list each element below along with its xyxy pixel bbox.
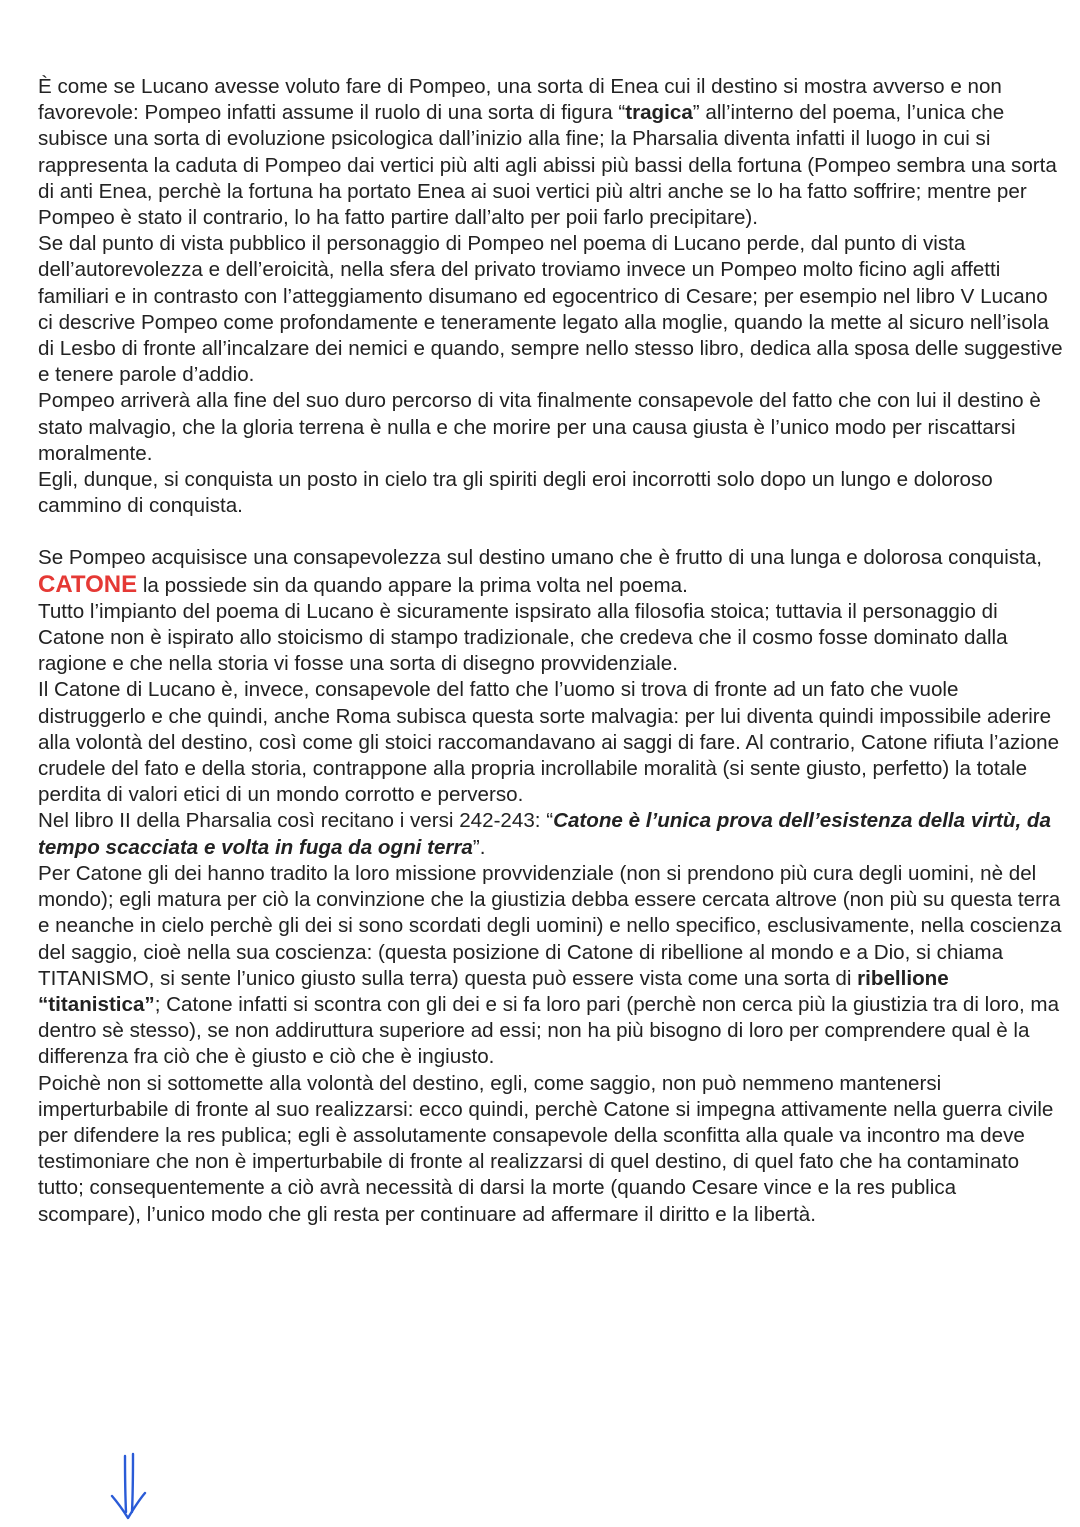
text-span: Se Pompeo acquisisce una consapevolezza sul destino umano che è frutto di una lunga e dolorosa conquista, [38,546,1043,570]
text-span: È come se Lucano avesse voluto fare di Pompeo, una sorta di Enea cui il destino si mostra avverso e non favorevole: Pompeo infatti assume il ruolo di una sorta di figura “ [38,75,1002,125]
catone-paragraph-3: Il Catone di Lucano è, invece, consapevole del fatto che l’uomo si trova di fronte ad un fato che vuole distruggerlo e che quindi, anche Roma subisca questa sorte malvagia: per lui diventa quindi impossibile aderire alla volontà del destino, così come gli stoici raccomandavano ai saggi di fare. Al contrario, Catone rifiuta l’azione crudele del fato e della storia, contrappone alla propria incrollabile moralità (si sente giusto, perfetto) la totale perdita di valori etici di un mondo corrotto e perverso. [38,678,1060,807]
pompeo-paragraph-4: Egli, dunque, si conquista un posto in cielo tra gli spiriti degli eroi incorrotti solo dopo un lungo e doloroso cammino di conquista. [38,468,993,518]
text-span: la possiede sin da quando appare la prima volta nel poema. [137,573,688,597]
catone-paragraph-4 [38,808,1063,860]
catone-paragraph-6: Poichè non si sottomette alla volontà del destino, egli, come saggio, non può nemmeno mantenersi imperturbabile di fronte al suo realizzarsi: ecco quindi, perchè Catone si impegna attivamente nella guerra civile per difendere la res publica; egli è assolutamente consapevole della sconfitta alla quale va incontro ma deve testimoniare che non è imperturbabile di fronte al realizzarsi di quel destino, di quel fato che ha contaminato tutto; consequentemente a ciò avrà necessità di darsi la morte (quando Cesare vince e la res publica scompare), l’unico modo che gli resta per continuare ad affermare il diritto e la libertà. [38,1071,1054,1226]
bold-term-tragica: tragica [625,101,693,125]
catone-paragraph-2: Tutto l’impianto del poema di Lucano è sicuramente ispsirato alla filosofia stoica; tuttavia il personaggio di Catone non è ispirato allo stoicismo di stampo tradizionale, che credeva che il cosmo fosse dominato dalla ragione e che nella storia vi fosse una sorta di disegno provvidenziale. [38,599,1008,676]
pompeo-paragraph-3: Pompeo arriverà alla fine del suo duro percorso di vita finalmente consapevole del fatto che con lui il destino è stato malvagio, che la gloria terrena è nulla e che morire per una causa giusta è l’unico modo per riscattarsi moralmente. [38,389,1041,465]
document-page [38,74,1063,1228]
text-span: Nel libro II della Pharsalia così recitano i versi 242-243: “ [38,809,554,833]
text-span: Per Catone gli dei hanno tradito la loro missione provvidenziale (non si prendono più cura degli uomini, nè del mondo); egli matura per ciò la convinzione che la giustizia debba essere cercata altrove (non più su questa terra e neanche in cielo perchè gli dei si sono scordati degli uomini) e nello specifico, esclusivamente, nella coscienza del saggio, cioè nella sua coscienza: (questa posizione di Catone di ribellione al mondo e a Dio, si chiama TITANISMO, si sente l’unico giusto sulla terra) questa può essere vista come una sorta di [38,861,1062,990]
catone-paragraph-5 [38,861,1063,1071]
catone-paragraph-1 [38,545,1063,598]
pharsalia-quote: Catone è l’unica prova dell’esistenza della virtù, da tempo scacciata e volta in fuga da ogni terra [38,809,1051,859]
text-span: ; Catone infatti si scontra con gli dei e si fa loro pari (perchè non cerca più la giustizia tra di loro, ma dentro sè stesso), se non addiruttura superiore ad essi; non ha più bisogno di loro per comprendere qual è la differenza fra ciò che è giusto e ciò che è ingiusto. [38,992,1060,1069]
text-span: ”. [472,835,486,859]
catone-heading-word: CATONE [38,570,138,598]
section-gap [38,519,1063,545]
pompeo-paragraph-2: Se dal punto di vista pubblico il personaggio di Pompeo nel poema di Lucano perde, dal punto di vista dell’autorevolezza e dell’eroicità, nella sfera del privato troviamo invece un Pompeo molto ficino agli affetti familiari e in contrasto con l’atteggiamento disumano ed egocentrico di Cesare; per esempio nel libro V Lucano ci descrive Pompeo come profondamente e teneramente legato alla moglie, quando la mette al sicuro nell’isola di Lesbo di fronte all’incalzare dei nemici e quando, sempre nello stesso libro, dedica alla sposa delle suggestive e tenere parole d’addio. [38,232,1063,387]
pompeo-paragraph-1 [38,74,1063,231]
bold-term-ribellione: ribellione “titanistica” [38,966,949,1016]
double-down-arrow-icon [108,1450,148,1522]
text-span: ” all’interno del poema, l’unica che subisce una sorta di evoluzione psicologica dall’inizio alla fine; la Pharsalia diventa infatti il luogo in cui si rappresenta la caduta di Pompeo dai vertici più alti agli abissi più bassi della fortuna (Pompeo sembra una sorta di anti Enea, perchè la fortuna ha portato Enea ai suoi vertici più altri anche se lo ha fatto soffrire; mentre per Pompeo è stato il contrario, lo ha fatto partire dall’alto per poii farlo precipitare). [38,101,1057,230]
